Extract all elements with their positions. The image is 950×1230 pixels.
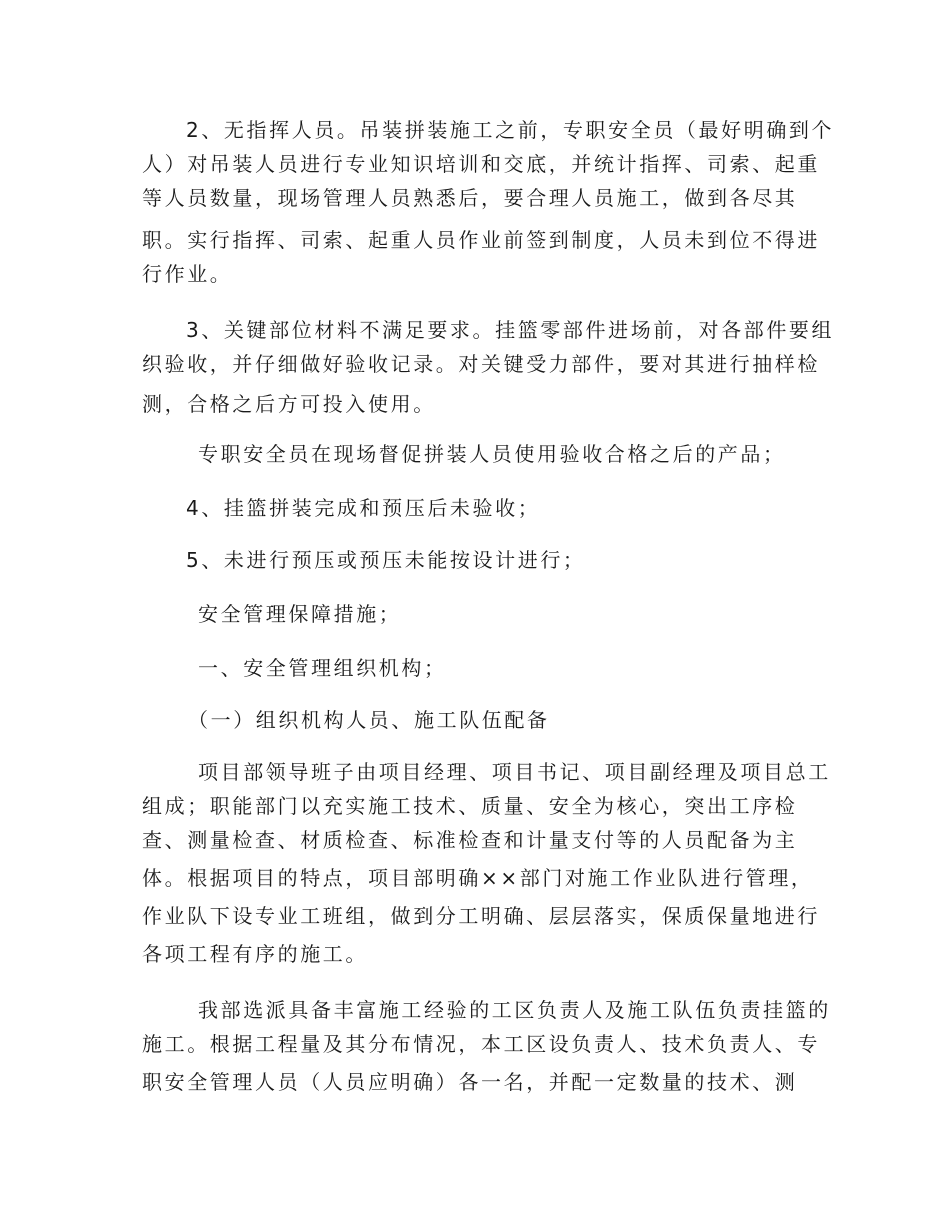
paragraph-line: 织验收，并仔细做好验收记录。对关键受力部件，要对其进行抽样检: [142, 352, 820, 376]
paragraph-line: 职安全管理人员（人员应明确）各一名，并配一定数量的技术、测: [142, 1070, 798, 1094]
paragraph-line: 体。根据项目的特点，项目部明确××部门对施工作业队进行管理，: [142, 866, 814, 890]
paragraph-line: 作业队下设专业工班组，做到分工明确、层层落实，保质保量地进行: [142, 904, 820, 928]
subsection-heading: （一）组织机构人员、施工队伍配备: [188, 708, 550, 732]
paragraph-line: 项目部领导班子由项目经理、项目书记、项目副经理及项目总工: [198, 760, 831, 784]
paragraph-line: 安全管理保障措施；: [198, 602, 402, 626]
paragraph-line: 专职安全员在现场督促拼装人员使用验收合格之后的产品；: [198, 442, 786, 466]
paragraph-line: 各项工程有序的施工。: [142, 942, 368, 966]
paragraph-line: 3、关键部位材料不满足要求。挂篮零部件进场前，对各部件要组: [186, 318, 835, 342]
paragraph-line: 4、挂篮拼装完成和预压后未验收；: [186, 496, 541, 520]
paragraph-line: 测，合格之后方可投入使用。: [142, 392, 436, 416]
paragraph-line: 施工。根据工程量及其分布情况，本工区设负责人、技术负责人、专: [142, 1032, 820, 1056]
paragraph-line: 等人员数量，现场管理人员熟悉后，要合理人员施工，做到各尽其: [142, 186, 798, 210]
paragraph-line: 我部选派具备丰富施工经验的工区负责人及施工队伍负责挂篮的: [198, 998, 831, 1022]
paragraph-line: 2、无指挥人员。吊装拼装施工之前，专职安全员（最好明确到个: [186, 118, 835, 142]
paragraph-line: 职。实行指挥、司索、起重人员作业前签到制度，人员未到位不得进: [142, 228, 820, 252]
paragraph-line: 行作业。: [142, 262, 233, 286]
paragraph-line: 查、测量检查、材质检查、标准检查和计量支付等的人员配备为主: [142, 828, 798, 852]
paragraph-line: 组成；职能部门以充实施工技术、质量、安全为核心，突出工序检: [142, 794, 798, 818]
paragraph-line: 5、未进行预压或预压未能按设计进行；: [186, 548, 586, 572]
section-heading: 一、安全管理组织机构；: [198, 656, 447, 680]
paragraph-line: 人）对吊装人员进行专业知识培训和交底，并统计指挥、司索、起重: [142, 152, 820, 176]
